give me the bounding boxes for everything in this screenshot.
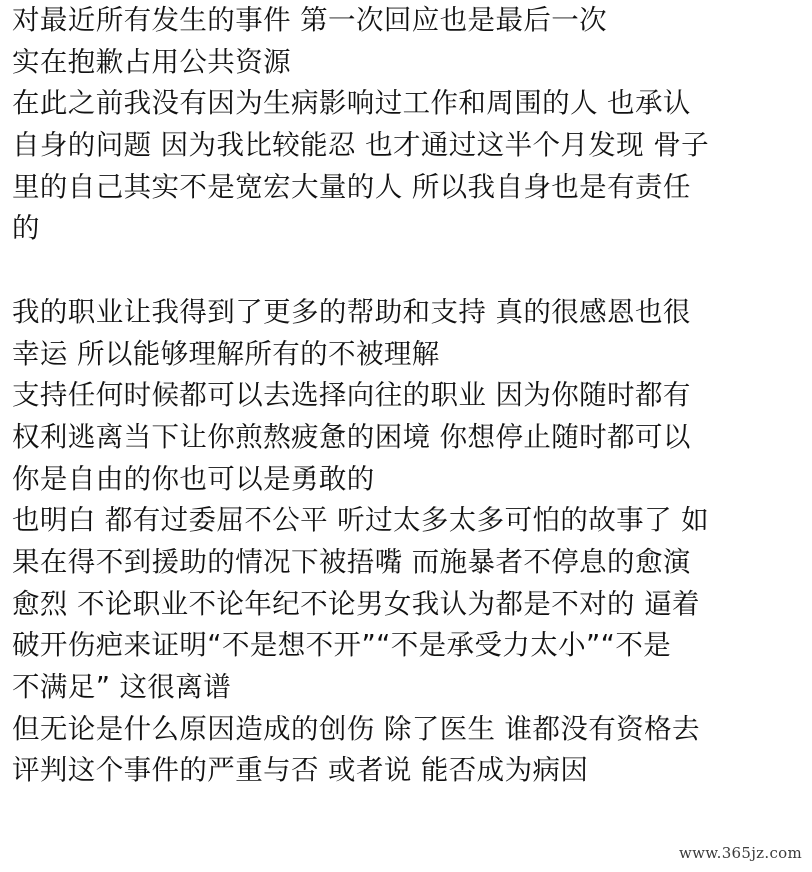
text-line: 里的自己其实不是宽宏大量的人 所以我自身也是有责任 <box>12 170 691 203</box>
text-line: 对最近所有发生的事件 第一次回应也是最后一次 <box>12 4 608 36</box>
text-line: 愈烈 不论职业不论年纪不论男女我认为都是不对的 逼着 <box>12 587 700 620</box>
text-line: 也明白 都有过委屈不公平 听过太多太多可怕的故事了 如 <box>12 504 710 537</box>
text-line: 幸运 所以能够理解所有的不被理解 <box>12 337 440 370</box>
paragraph-spacer <box>12 250 808 292</box>
text-line: 实在抱歉占用公共资源 <box>12 45 291 78</box>
text-line: 的 <box>12 212 40 245</box>
site-watermark: www.365jz.com <box>675 842 806 864</box>
text-line: 你是自由的你也可以是勇敢的 <box>12 462 375 495</box>
text-line: 评判这个事件的严重与否 或者说 能否成为病因 <box>12 754 589 787</box>
statement-document <box>12 0 808 792</box>
paragraph-1 <box>12 0 808 250</box>
text-line: 权利逃离当下让你煎熬疲惫的困境 你想停止随时都可以 <box>12 420 691 453</box>
paragraph-2 <box>12 292 808 792</box>
text-line: 我的职业让我得到了更多的帮助和支持 真的很感恩也很 <box>12 295 691 328</box>
text-line: 果在得不到援助的情况下被捂嘴 而施暴者不停息的愈演 <box>12 545 691 578</box>
text-line: 但无论是什么原因造成的创伤 除了医生 谁都没有资格去 <box>12 712 700 745</box>
text-line: 破开伤疤来证明“不是想不开”“不是承受力太小”“不是 <box>12 629 672 662</box>
text-line: 在此之前我没有因为生病影响过工作和周围的人 也承认 <box>12 87 691 120</box>
text-line: 不满足” 这很离谱 <box>12 671 232 703</box>
text-line: 自身的问题 因为我比较能忍 也才通过这半个月发现 骨子 <box>12 129 710 162</box>
text-line: 支持任何时候都可以去选择向往的职业 因为你随时都有 <box>12 379 691 412</box>
